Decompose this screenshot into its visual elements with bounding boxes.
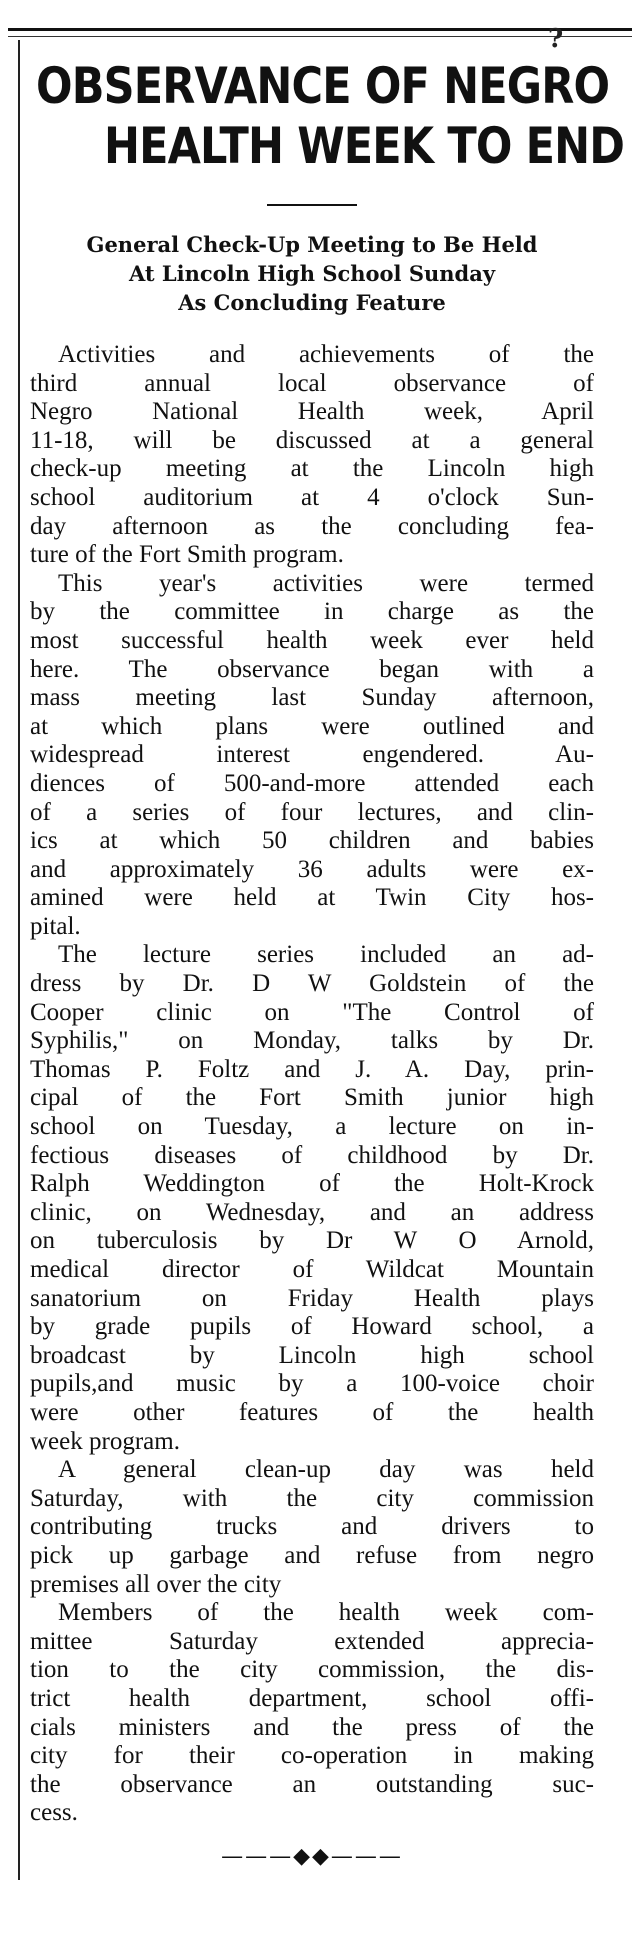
- paragraph-line: Negro National Health week, April: [30, 398, 594, 426]
- paragraph-line: school on Tuesday, a lecture on in-: [30, 1113, 594, 1141]
- paragraph-line: pupils,and music by a 100-voice choir: [30, 1370, 594, 1398]
- paragraph-line: widespread interest engendered. Au-: [30, 741, 594, 769]
- paragraph-line: pick up garbage and refuse from negro: [30, 1541, 594, 1569]
- paragraph-line: sanatorium on Friday Health plays: [30, 1284, 594, 1312]
- article-paragraph: [30, 341, 594, 570]
- paragraph-line: fectious diseases of childhood by Dr.: [30, 1141, 594, 1169]
- article-paragraph: [30, 1456, 594, 1599]
- paragraph-line: cipal of the Fort Smith junior high: [30, 1084, 594, 1112]
- paragraph-line: clinic, on Wednesday, and an address: [30, 1198, 594, 1226]
- paragraph-line: Thomas P. Foltz and J. A. Day, prin-: [30, 1055, 594, 1083]
- paragraph-line: cials ministers and the press of the: [30, 1713, 594, 1741]
- paragraph-line: mittee Saturday extended apprecia-: [30, 1627, 594, 1655]
- headline-divider: [267, 204, 357, 206]
- paragraph-line: Activities and achievements of the: [58, 341, 594, 368]
- paragraph-line: mass meeting last Sunday afternoon,: [30, 684, 594, 712]
- end-ornament: ———◆◆———: [221, 1843, 403, 1869]
- paragraph-line: medical director of Wildcat Mountain: [30, 1256, 594, 1283]
- subheadline-line-1: General Check-Up Meeting to Be Held: [86, 232, 538, 257]
- paragraph-line: This year's activities were termed: [58, 569, 594, 597]
- article-paragraph: [30, 570, 594, 942]
- paragraph-line: by grade pupils of Howard school, a: [30, 1313, 594, 1341]
- paragraph-line: The lecture series included an ad-: [58, 941, 594, 969]
- paragraph-line: week program.: [30, 1427, 180, 1455]
- paragraph-line: most successful health week ever held: [30, 626, 594, 654]
- paragraph-line: the observance an outstanding suc-: [30, 1770, 594, 1798]
- paragraph-line: Members of the health week com-: [58, 1599, 594, 1627]
- paragraph-line: ture of the Fort Smith program.: [30, 541, 344, 569]
- paragraph-line: Syphilis," on Monday, talks by Dr.: [30, 1027, 594, 1055]
- headline-line-2: HEALTH WEEK TO END: [104, 117, 625, 175]
- paragraph-line: at which plans were outlined and: [30, 712, 594, 740]
- headline-line-1: OBSERVANCE OF NEGRO: [36, 57, 610, 115]
- paragraph-line: 11-18, will be discussed at a general: [30, 426, 594, 454]
- column-rule-left: [18, 40, 20, 1880]
- subheadline-line-3: As Concluding Feature: [178, 290, 446, 315]
- paragraph-line: tion to the city commission, the dis-: [30, 1656, 594, 1684]
- paragraph-line: dress by Dr. D W Goldstein of the: [30, 970, 594, 998]
- paragraph-line: ics at which 50 children and babies: [30, 827, 594, 855]
- paragraph-line: Saturday, with the city commission: [30, 1484, 594, 1512]
- article-body: [30, 341, 594, 1828]
- paragraph-line: pital.: [30, 912, 81, 940]
- paragraph-line: by the committee in charge as the: [30, 598, 594, 626]
- article-paragraph: [30, 941, 594, 1456]
- paragraph-line: and approximately 36 adults were ex-: [30, 855, 594, 883]
- paragraph-line: contributing trucks and drivers to: [30, 1513, 594, 1541]
- paragraph-line: here. The observance began with a: [30, 655, 594, 683]
- paragraph-line: diences of 500-and-more attended each: [30, 769, 594, 797]
- paragraph-line: day afternoon as the concluding fea-: [30, 512, 594, 540]
- article-column: [30, 56, 625, 1869]
- article-paragraph: [30, 1599, 594, 1828]
- top-rule-thin: [8, 36, 632, 37]
- paragraph-line: trict health department, school offi-: [30, 1684, 594, 1712]
- paragraph-line: school auditorium at 4 o'clock Sun-: [30, 483, 594, 511]
- paragraph-line: premises all over the city: [30, 1570, 282, 1598]
- paragraph-line: of a series of four lectures, and clin-: [30, 798, 594, 826]
- paragraph-line: check-up meeting at the Lincoln high: [30, 455, 594, 483]
- paragraph-line: broadcast by Lincoln high school: [30, 1341, 594, 1369]
- subheadline: [30, 230, 594, 317]
- paragraph-line: Cooper clinic on "The Control of: [30, 998, 594, 1026]
- paragraph-line: city for their co-operation in making: [30, 1742, 594, 1770]
- paragraph-line: amined were held at Twin City hos-: [30, 884, 594, 912]
- paragraph-line: Ralph Weddington of the Holt-Krock: [30, 1170, 594, 1198]
- paragraph-line: cess.: [30, 1799, 78, 1827]
- paragraph-line: were other features of the health: [30, 1398, 594, 1426]
- corner-mark: ?: [548, 24, 564, 54]
- paragraph-line: third annual local observance of: [30, 369, 594, 397]
- paragraph-line: on tuberculosis by Dr W O Arnold,: [30, 1227, 594, 1255]
- subheadline-line-2: At Lincoln High School Sunday: [128, 261, 496, 286]
- paragraph-line: A general clean-up day was held: [58, 1456, 594, 1484]
- top-rule: [8, 28, 632, 31]
